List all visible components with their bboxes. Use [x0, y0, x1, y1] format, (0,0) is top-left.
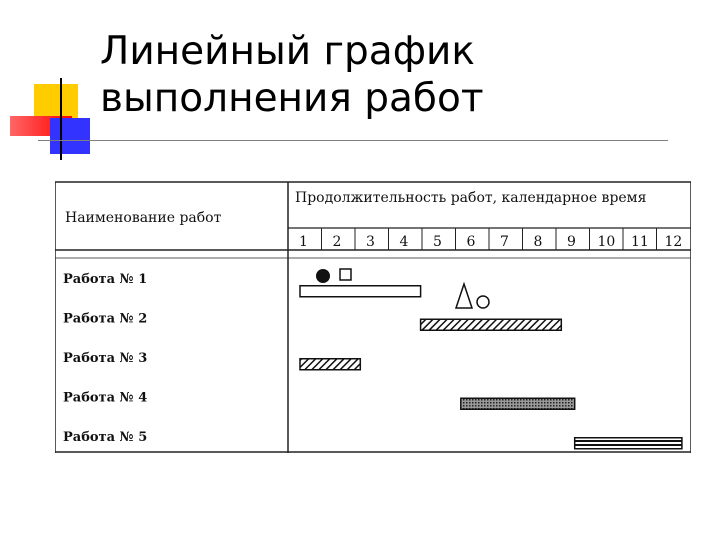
- period-label: 11: [631, 234, 649, 250]
- accent-blue-square: [50, 118, 90, 154]
- accent-vertical-line: [60, 78, 62, 160]
- duration-column-header: Продолжительность работ, календарное время: [295, 190, 647, 206]
- period-label: 3: [366, 234, 375, 250]
- gantt-table: [55, 180, 691, 453]
- period-label: 1: [299, 234, 308, 250]
- circle-icon: [477, 296, 489, 308]
- period-label: 7: [500, 234, 509, 250]
- period-label: 12: [664, 234, 683, 250]
- period-label: 10: [597, 234, 616, 250]
- work-bar: [300, 286, 421, 297]
- filled-circle-icon: [316, 269, 330, 283]
- work-row-label: Работа № 4: [63, 390, 148, 406]
- work-row-label: Работа № 1: [63, 271, 148, 287]
- slide-title-line2: выполнения работ: [100, 76, 484, 121]
- slide-title: [100, 28, 484, 122]
- title-underline: [38, 140, 668, 141]
- period-label: 4: [399, 234, 409, 250]
- work-row-label: Работа № 2: [63, 311, 148, 327]
- work-row-labels: [63, 272, 147, 445]
- work-bar: [575, 438, 682, 449]
- work-row-label: Работа № 3: [63, 350, 148, 366]
- work-bar: [461, 398, 575, 409]
- period-label: 5: [433, 234, 442, 250]
- work-bar: [300, 359, 360, 370]
- period-label: 9: [567, 234, 576, 250]
- triangle-icon: [456, 284, 472, 308]
- square-icon: [340, 269, 351, 280]
- name-column-header: Наименование работ: [65, 210, 222, 226]
- gantt-chart: [55, 180, 691, 453]
- slide-title-line1: Линейный график: [100, 29, 475, 74]
- period-label: 8: [533, 234, 543, 250]
- period-label: 6: [466, 234, 476, 250]
- work-bars: [300, 286, 682, 449]
- work-row-label: Работа № 5: [63, 429, 148, 445]
- period-header-row: [299, 228, 682, 250]
- period-label: 2: [332, 234, 342, 250]
- work-bar: [421, 319, 562, 330]
